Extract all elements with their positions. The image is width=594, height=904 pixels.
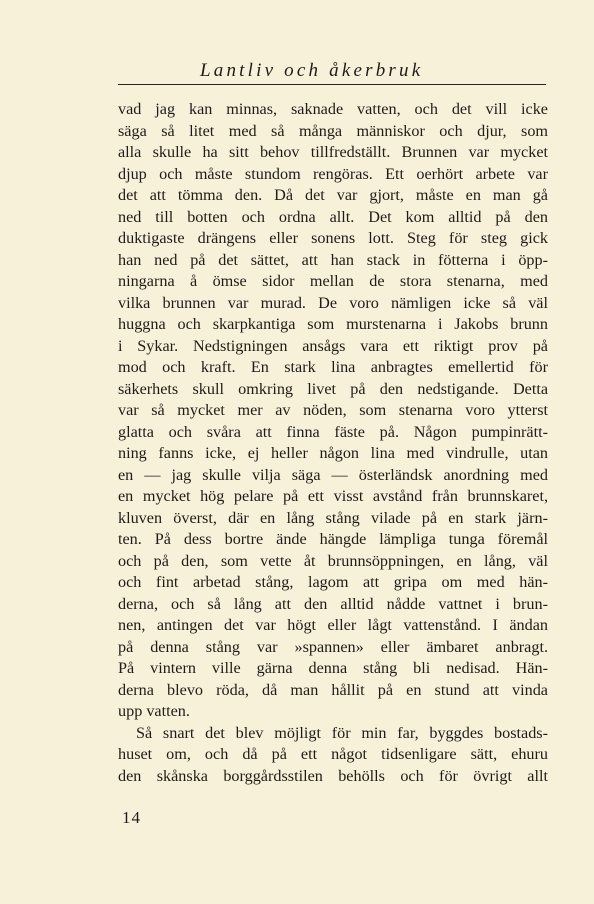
text-line: upp vatten. — [118, 702, 190, 720]
text-line: alla skulle ha sitt behov tillfredställt. Brunnen var mycket — [118, 143, 548, 161]
body-text — [118, 99, 548, 787]
text-line: mod och kraft. En stark lina anbragtes emellertid för — [118, 358, 548, 376]
text-line: nen, antingen det var högt eller lågt vattenstånd. I ändan — [118, 616, 548, 634]
text-line: det att tömma den. Då det var gjort, måste en man gå — [118, 186, 548, 204]
page-number: 14 — [122, 808, 141, 827]
text-line: den skånska borggårdsstilen behölls och för övrigt allt — [118, 766, 548, 785]
text-line: ning fanns icke, ej heller någon lina med vindrulle, utan — [118, 444, 548, 462]
text-line: vilka brunnen var murad. De voro nämligen icke så väl — [118, 293, 548, 312]
text-line: ningarna å ömse sidor mellan de stora stenarna, med — [118, 272, 548, 290]
header-rule — [118, 84, 546, 85]
text-line: han ned på det sättet, att han stack in fötterna i öpp- — [118, 250, 548, 269]
text-line: säkerhets skull omkring livet på den nedstigande. Detta — [118, 379, 548, 398]
text-line: duktigaste drängens eller sonens lott. Steg för steg gick — [118, 229, 548, 247]
text-line: På vintern ville gärna denna stång bli nedisad. Hän- — [118, 659, 548, 677]
text-line: huset om, och då på ett något tidsenligare sätt, ehuru — [118, 745, 548, 763]
text-line: och fint arbetad stång, lagom att gripa om med hän- — [118, 573, 548, 591]
text-line: en — jag skulle vilja säga — österländsk anordning med — [118, 465, 548, 484]
text-line: en mycket hög pelare på ett visst avstånd från brunnskaret, — [118, 487, 548, 505]
text-line: var så mycket mer av nöden, som stenarna voro ytterst — [118, 401, 548, 419]
running-head: Lantliv och åkerbruk — [200, 60, 424, 81]
text-line: Så snart det blev möjligt för min far, byggdes bostads- — [136, 723, 548, 742]
text-line: huggna och skarpkantiga som murstenarna i Jakobs brunn — [118, 315, 548, 333]
text-line: och på den, som vette åt brunnsöppningen, en lång, väl — [118, 551, 548, 570]
text-line: ned till botten och ordna allt. Det kom alltid på den — [118, 207, 548, 226]
text-line: säga så litet med så många människor och djur, som — [118, 121, 548, 140]
text-line: kluven överst, där en lång stång vilade på en stark järn- — [118, 508, 548, 527]
text-line: derna, och så lång att den alltid nådde vattnet i brun- — [118, 594, 548, 613]
text-line: glatta och svåra att finna fäste på. Någon pumpinrätt- — [118, 422, 548, 441]
text-line: på denna stång var »spannen» eller ämbaret anbragt. — [118, 637, 548, 656]
text-line: vad jag kan minnas, saknade vatten, och det vill icke — [118, 100, 548, 118]
text-line: derna blevo röda, då man hållit på en stund att vinda — [118, 680, 548, 699]
text-line: djup och måste stundom rengöras. Ett oerhört arbete var — [118, 164, 548, 183]
text-line: ten. På dess bortre ände hängde lämpliga tunga föremål — [118, 530, 548, 548]
text-line: i Sykar. Nedstigningen ansågs vara ett riktigt prov på — [118, 336, 548, 355]
